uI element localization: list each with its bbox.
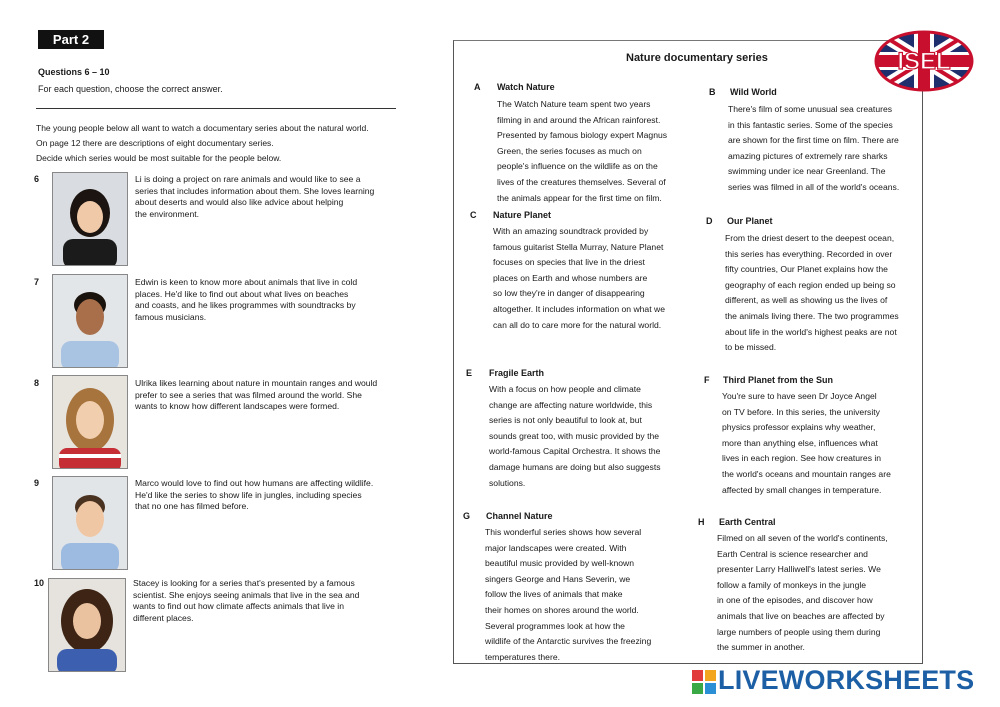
section-body bbox=[489, 382, 679, 491]
section-title: Wild World bbox=[730, 87, 777, 97]
questions-heading: Questions 6 – 10 bbox=[38, 67, 110, 77]
divider bbox=[36, 108, 396, 109]
body-line: sounds great too, with music provided by the bbox=[489, 430, 660, 441]
body-line: presenter Larry Halliwell's latest series. We bbox=[717, 564, 881, 575]
intro-line: The young people below all want to watch a documentary series about the natural world. bbox=[36, 123, 369, 133]
person-photo bbox=[52, 172, 128, 266]
description-line: Stacey is looking for a series that's presented by a famous bbox=[133, 578, 355, 588]
body-line: beautiful music provided by well-known bbox=[485, 558, 635, 569]
body-line: to be missed. bbox=[725, 342, 777, 353]
body-line: Filmed on all seven of the world's continents, bbox=[717, 533, 888, 543]
body-line: amazing pictures of extremely rare sharks bbox=[728, 150, 888, 161]
description-line: wants to know how different landscapes were formed. bbox=[135, 401, 340, 411]
body-line: With an amazing soundtrack provided by bbox=[493, 226, 649, 236]
body-line: famous guitarist Stella Murray, Nature Planet bbox=[493, 241, 664, 252]
body-line: large numbers of people using them during bbox=[717, 626, 881, 637]
description-line: Edwin is keen to know more about animals that live in cold bbox=[135, 277, 358, 287]
document-title: Nature documentary series bbox=[626, 52, 768, 64]
person-description bbox=[135, 478, 390, 513]
body-line: lives of the creatures themselves. Several of bbox=[497, 176, 666, 187]
description-line: Marco would love to find out how humans are affecting wildlife. bbox=[135, 478, 374, 488]
body-line: the world's oceans and mountain ranges are bbox=[722, 468, 891, 479]
description-line: that no one has filmed before. bbox=[135, 501, 249, 511]
body-line: fifty countries, Our Planet explains how the bbox=[725, 264, 888, 275]
question-number: 10 bbox=[34, 578, 45, 588]
body-line: swimming under ice near Greenland. The bbox=[728, 166, 886, 177]
section-body bbox=[485, 525, 675, 665]
section-title: Nature Planet bbox=[493, 210, 552, 220]
body-line: damage humans are doing but also suggests bbox=[489, 461, 661, 472]
section-title: Watch Nature bbox=[497, 82, 555, 92]
body-line: are shown for the first time on film. There are bbox=[728, 135, 899, 146]
body-line: series was filmed in all of the world's oceans. bbox=[728, 181, 900, 192]
body-line: the summer in another. bbox=[717, 642, 805, 653]
person-photo bbox=[52, 274, 128, 368]
body-line: different, as well as showing us the lives of bbox=[725, 295, 888, 306]
body-line: singers George and Hans Severin, we bbox=[485, 573, 631, 584]
body-line: major landscapes were created. With bbox=[485, 542, 627, 553]
liveworksheets-icon bbox=[692, 670, 716, 694]
description-line: and coasts, and he likes programmes with soundtracks by bbox=[135, 300, 356, 310]
description-line: He'd like the series to show life in jungles, including species bbox=[135, 489, 362, 500]
body-line: follow a family of monkeys in the jungle bbox=[717, 579, 867, 590]
body-line: can all do to care more for the natural world. bbox=[493, 319, 662, 330]
body-line: the animals living there. The two programmes bbox=[725, 310, 899, 321]
body-line: in one of the episodes, and discover how bbox=[717, 595, 873, 606]
section-title: Third Planet from the Sun bbox=[723, 375, 834, 385]
body-line: people's influence on the wildlife as on the bbox=[497, 161, 658, 172]
person-photo bbox=[52, 375, 128, 469]
body-line: in this fantastic series. Some of the species bbox=[728, 119, 893, 130]
body-line: affected by small changes in temperature. bbox=[722, 484, 882, 495]
intro-line: On page 12 there are descriptions of eight documentary series. bbox=[36, 138, 274, 148]
section-title: Earth Central bbox=[719, 517, 776, 527]
section-title: Our Planet bbox=[727, 216, 773, 226]
body-line: about life in the world's highest peaks are not bbox=[725, 326, 897, 337]
instruction-text: For each question, choose the correct answer. bbox=[38, 84, 223, 94]
person-description bbox=[135, 174, 390, 220]
section-title: Fragile Earth bbox=[489, 368, 545, 378]
section-body bbox=[497, 97, 687, 206]
body-line: change are affecting nature worldwide, this bbox=[489, 399, 653, 410]
description-line: the environment. bbox=[135, 208, 200, 219]
body-line: Presented by famous biology expert Magnus bbox=[497, 130, 668, 141]
person-description bbox=[135, 378, 390, 413]
body-line: lives in each region. See how creatures in bbox=[722, 453, 882, 464]
question-number: 9 bbox=[34, 478, 40, 488]
body-line: on TV before. In this series, the university bbox=[722, 406, 880, 417]
part-label: Part 2 bbox=[38, 30, 104, 49]
person-description bbox=[135, 277, 390, 323]
body-line: so low they're in danger of disappearing bbox=[493, 288, 645, 299]
section-letter: A bbox=[474, 82, 481, 92]
body-line: wildlife of the Antarctic survives the freezing bbox=[485, 636, 652, 647]
section-letter: C bbox=[470, 210, 477, 220]
description-line: Ulrika likes learning about nature in mountain ranges and would bbox=[135, 378, 378, 388]
section-title: Channel Nature bbox=[486, 511, 553, 521]
body-line: altogether. It includes information on what we bbox=[493, 303, 665, 314]
body-line: series is not only beautiful to look at, but bbox=[489, 415, 642, 426]
person-photo bbox=[52, 476, 128, 570]
body-line: The Watch Nature team spent two years bbox=[497, 99, 651, 109]
body-line: physics professor explains why weather, bbox=[722, 422, 876, 433]
description-line: famous musicians. bbox=[135, 311, 207, 322]
body-line: Several programmes look at how the bbox=[485, 620, 625, 631]
body-line: focuses on species that live in the driest bbox=[493, 257, 645, 268]
body-line: world-famous Capital Orchestra. It shows the bbox=[489, 446, 661, 457]
description-line: scientist. She enjoys seeing animals that live in the sea and bbox=[133, 589, 360, 600]
description-line: places. He'd like to find out about what lives on beaches bbox=[135, 288, 349, 299]
section-body bbox=[722, 389, 912, 498]
person-description bbox=[133, 578, 388, 624]
body-line: Green, the series focuses as much on bbox=[497, 145, 642, 156]
section-letter: F bbox=[704, 375, 710, 385]
section-letter: B bbox=[709, 87, 716, 97]
question-number: 7 bbox=[34, 277, 40, 287]
body-line: temperatures there. bbox=[485, 651, 560, 662]
intro-line: Decide which series would be most suitable for the people below. bbox=[36, 153, 282, 163]
question-number: 8 bbox=[34, 378, 40, 388]
section-letter: E bbox=[466, 368, 473, 378]
body-line: animals that live on beaches are affected by bbox=[717, 610, 885, 621]
isel-logo bbox=[874, 30, 974, 92]
body-line: the animals appear for the first time on film. bbox=[497, 192, 662, 203]
liveworksheets-watermark: LIVEWORKSHEETS bbox=[718, 665, 975, 695]
isel-text: ISEL bbox=[897, 48, 951, 75]
body-line: more than anything else, influences what bbox=[722, 437, 878, 448]
body-line: With a focus on how people and climate bbox=[489, 384, 641, 394]
description-line: series that includes information about them. She loves learning bbox=[135, 185, 375, 196]
description-line: different places. bbox=[133, 612, 194, 623]
section-body bbox=[717, 531, 915, 656]
body-line: geography of each region ended up being so bbox=[725, 279, 896, 290]
description-line: about deserts and would also like advice about helping bbox=[135, 197, 344, 207]
body-line: This wonderful series shows how several bbox=[485, 527, 642, 537]
body-line: Earth Central is science researcher and bbox=[717, 548, 868, 559]
body-line: solutions. bbox=[489, 477, 526, 488]
body-line: follow the lives of animals that make bbox=[485, 589, 623, 600]
body-line: There's film of some unusual sea creatures bbox=[728, 104, 893, 114]
body-line: You're sure to have seen Dr Joyce Angel bbox=[722, 391, 877, 401]
intro-text bbox=[36, 121, 406, 166]
section-body bbox=[493, 224, 683, 333]
description-line: prefer to see a series that was filmed around the world. She bbox=[135, 389, 362, 400]
body-line: their homes on shores around the world. bbox=[485, 604, 639, 615]
section-letter: G bbox=[463, 511, 471, 521]
body-line: places on Earth and whose numbers are bbox=[493, 272, 648, 283]
person-photo bbox=[48, 578, 126, 672]
section-body bbox=[725, 231, 920, 356]
body-line: filming in and around the African rainforest. bbox=[497, 114, 661, 125]
description-line: Li is doing a project on rare animals and would like to see a bbox=[135, 174, 361, 184]
section-body bbox=[728, 102, 918, 196]
description-line: wants to find out how climate affects animals that live in bbox=[133, 601, 344, 611]
body-line: this series has everything. Recorded in over bbox=[725, 248, 893, 259]
question-number: 6 bbox=[34, 174, 40, 184]
section-letter: H bbox=[698, 517, 705, 527]
body-line: From the driest desert to the deepest ocean, bbox=[725, 233, 895, 243]
section-letter: D bbox=[706, 216, 713, 226]
